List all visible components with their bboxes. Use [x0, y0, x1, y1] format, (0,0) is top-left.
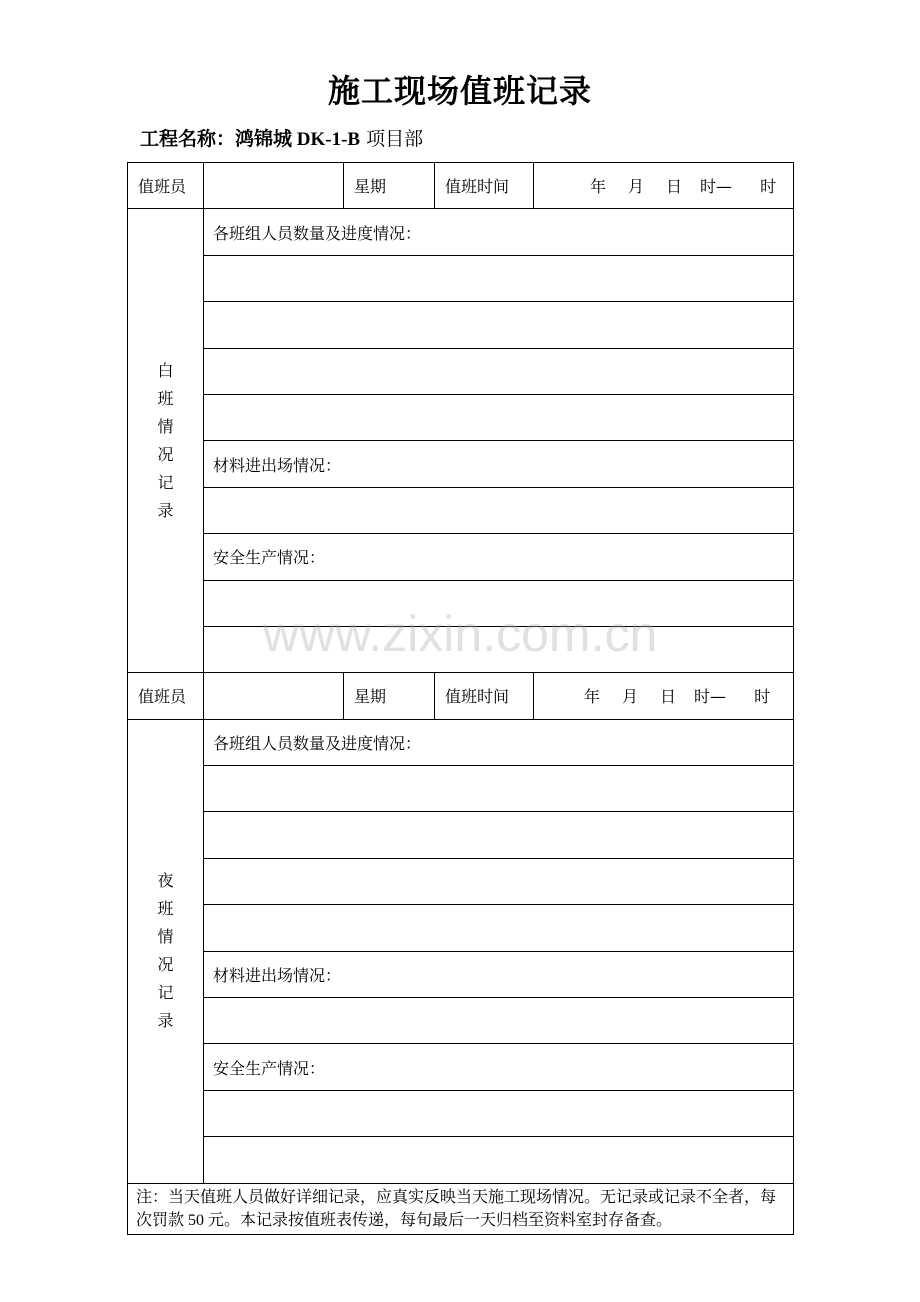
day-entry-line[interactable] — [204, 580, 794, 626]
day-blank-row — [128, 302, 794, 348]
day-entry-line[interactable] — [204, 626, 794, 672]
night-side-char: 记 — [157, 983, 174, 1003]
night-staff-progress-label: 各班组人员数量及进度情况： — [204, 719, 794, 765]
note-row — [128, 1183, 794, 1234]
night-blank-row — [128, 1137, 794, 1183]
day-entry-line[interactable] — [204, 302, 794, 348]
duty-record-table — [127, 162, 794, 1235]
night-day: 日 — [660, 687, 677, 707]
night-month: 月 — [622, 687, 639, 707]
night-blank-row — [128, 766, 794, 812]
night-side-char: 情 — [157, 927, 174, 947]
day-blank-row — [128, 394, 794, 440]
watermark: www.zixin.com.cn — [262, 606, 658, 662]
night-date-field[interactable] — [534, 673, 794, 719]
night-side-char: 班 — [157, 899, 174, 919]
day-duty-person-field[interactable] — [204, 163, 344, 209]
day-blank-row — [128, 626, 794, 672]
night-shift-label — [128, 719, 204, 1183]
day-staff-progress-label: 各班组人员数量及进度情况： — [204, 209, 794, 255]
day-shift-label — [128, 209, 204, 673]
day-blank-row — [128, 580, 794, 626]
day-entry-line[interactable] — [204, 348, 794, 394]
night-hour-to: 时 — [754, 687, 771, 707]
day-week-label: 星期 — [344, 163, 435, 209]
day-entry-line[interactable] — [204, 487, 794, 533]
day-side-char: 班 — [157, 388, 174, 408]
day-time-label: 值班时间 — [435, 163, 534, 209]
night-duty-label: 值班员 — [128, 673, 204, 719]
night-duty-person-field[interactable] — [204, 673, 344, 719]
page-title: 施工现场值班记录 — [327, 72, 592, 110]
night-blank-row — [128, 998, 794, 1044]
footer-note: 注：当天值班人员做好详细记录，应真实反映当天施工现场情况。无记录或记录不全者，每次罚款 50 元。本记录按值班表传递，每旬最后一天归档至资料室封存备查。 — [128, 1183, 794, 1234]
day-record-row — [128, 209, 794, 255]
night-entry-line[interactable] — [204, 905, 794, 951]
project-label: 工程名称： — [140, 128, 236, 150]
night-year: 年 — [584, 687, 601, 707]
night-side-char: 况 — [157, 955, 174, 975]
day-header-row — [128, 163, 794, 209]
project-value: 鸿锦城 DK-1-B — [235, 129, 361, 150]
day-blank-row — [128, 487, 794, 533]
day-side-char: 况 — [157, 444, 174, 464]
day-day: 日 — [666, 177, 683, 197]
day-year: 年 — [590, 177, 607, 197]
night-blank-row — [128, 1090, 794, 1136]
day-side-char: 记 — [157, 472, 174, 492]
day-date-field[interactable] — [534, 163, 794, 209]
night-materials-label: 材料进出场情况： — [204, 951, 794, 997]
night-blank-row — [128, 858, 794, 904]
day-side-char: 白 — [157, 360, 174, 380]
night-entry-line[interactable] — [204, 1090, 794, 1136]
night-safety-label: 安全生产情况： — [204, 1044, 794, 1090]
day-side-char: 录 — [157, 500, 174, 520]
night-entry-line[interactable] — [204, 766, 794, 812]
day-month: 月 — [628, 177, 645, 197]
day-blank-row — [128, 348, 794, 394]
night-record-row — [128, 951, 794, 997]
day-record-row — [128, 534, 794, 580]
night-week-label: 星期 — [344, 673, 435, 719]
project-suffix: 项目部 — [360, 128, 424, 150]
night-blank-row — [128, 812, 794, 858]
night-blank-row — [128, 905, 794, 951]
day-side-char: 情 — [157, 416, 174, 436]
night-record-row — [128, 1044, 794, 1090]
day-hour-to: 时 — [760, 177, 777, 197]
day-record-row — [128, 441, 794, 487]
night-time-label: 值班时间 — [435, 673, 534, 719]
night-entry-line[interactable] — [204, 1137, 794, 1183]
night-header-row — [128, 673, 794, 719]
night-entry-line[interactable] — [204, 998, 794, 1044]
night-side-char: 录 — [157, 1011, 174, 1031]
day-duty-label: 值班员 — [128, 163, 204, 209]
day-entry-line[interactable] — [204, 394, 794, 440]
night-record-row — [128, 719, 794, 765]
day-materials-label: 材料进出场情况： — [204, 441, 794, 487]
night-entry-line[interactable] — [204, 812, 794, 858]
day-safety-label: 安全生产情况： — [204, 534, 794, 580]
day-blank-row — [128, 255, 794, 301]
night-hour-from: 时— — [694, 687, 727, 707]
project-name — [140, 124, 423, 151]
night-side-char: 夜 — [157, 871, 174, 891]
day-entry-line[interactable] — [204, 255, 794, 301]
night-entry-line[interactable] — [204, 858, 794, 904]
day-hour-from: 时— — [700, 177, 733, 197]
